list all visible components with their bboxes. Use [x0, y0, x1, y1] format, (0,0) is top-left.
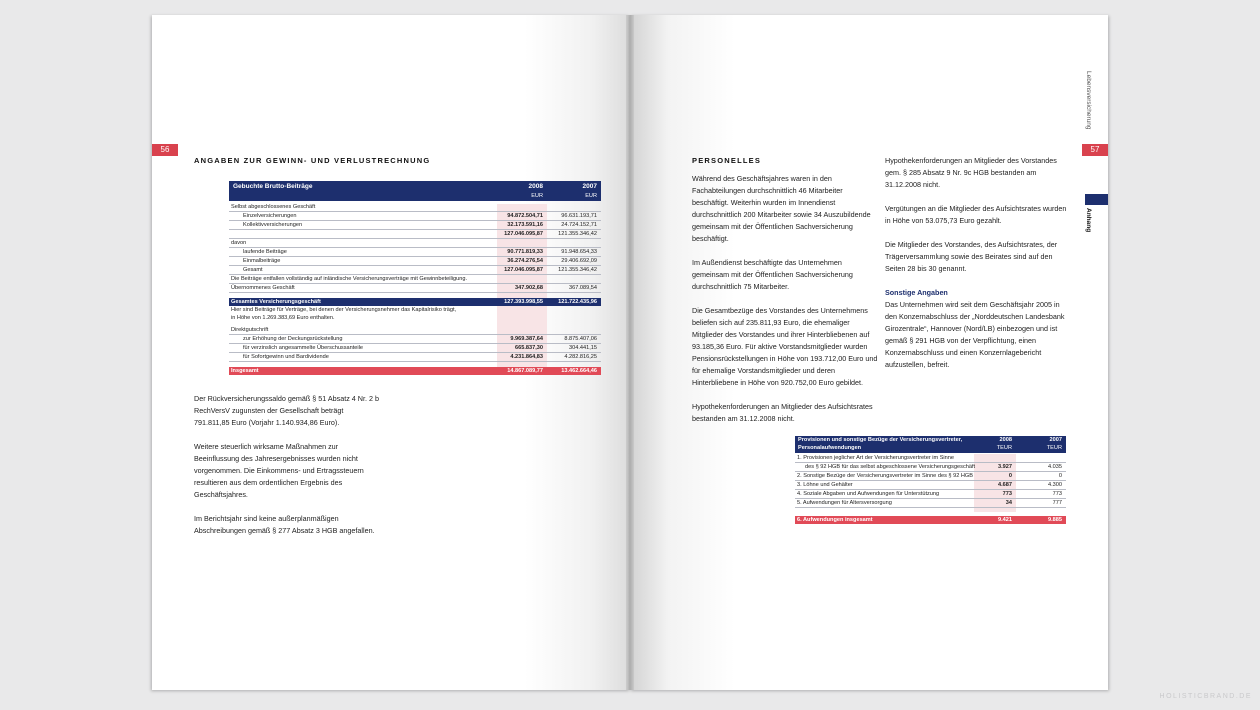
section-nav-tab[interactable]	[1085, 194, 1108, 205]
row-value-1: 3.927	[998, 464, 1012, 470]
row-value-1: 665.837,30	[515, 345, 543, 351]
row-value-2: 0	[1058, 473, 1062, 479]
row-value-1: 34	[1005, 500, 1012, 506]
table-row	[229, 230, 601, 239]
table-row	[229, 257, 601, 266]
sum-value-1: 14.867.089,77	[507, 368, 543, 374]
row-value-1: 127.046.095,87	[504, 231, 543, 237]
table-row	[229, 335, 601, 344]
row-value-1: 36.274.276,54	[507, 258, 543, 264]
table-row	[229, 275, 601, 284]
row-label: für Sofortgewinn und Bardividende	[243, 354, 329, 360]
row-value-2: 96.631.193,71	[561, 213, 597, 219]
row-value-2: 29.406.692,09	[561, 258, 597, 264]
header-unit-1: EUR	[531, 193, 543, 199]
table-row	[229, 212, 601, 221]
paragraph: Der Rückversicherungssaldo gemäß § 51 Absatz 4 Nr. 2 b RechVersV zugunsten der Gesellschaft beträgt 791.811,85 Euro (Vorjahr 1.140.934,86 Euro).	[194, 394, 379, 427]
table-row	[795, 472, 1066, 481]
row-label: laufende Beiträge	[243, 249, 287, 255]
row-label: Einzelversicherungen	[243, 213, 297, 219]
right-page	[630, 15, 1108, 690]
table-title-line-1: Provisionen und sonstige Bezüge der Versicherungsvertreter,	[798, 437, 963, 443]
table-row	[229, 344, 601, 353]
personnel-column-1	[692, 173, 878, 437]
row-label: 4. Soziale Abgaben und Aufwendungen für Unterstützung	[797, 491, 940, 497]
row-label: 3. Löhne und Gehälter	[797, 482, 853, 488]
book-spine	[626, 15, 634, 690]
section-nav-label: Anhang	[1085, 208, 1092, 233]
row-value-1: 32.173.591,16	[507, 222, 543, 228]
table-row	[229, 248, 601, 257]
row-value-1: 127.046.095,87	[504, 267, 543, 273]
row-value-2: 777	[1052, 500, 1062, 506]
table-row	[795, 490, 1066, 499]
note-line-1: Hier sind Beiträge für Verträge, bei denen der Versicherungsnehmer das Kapitalrisiko trägt,	[231, 307, 457, 313]
row-value-2: 121.355.346,42	[558, 231, 597, 237]
watermark: HOLISTICBRAND.DE	[1159, 693, 1252, 700]
table-row	[229, 203, 601, 212]
note-line-2: in Höhe von 1.269.383,69 Euro enthalten.	[231, 315, 335, 321]
sonstige-heading: Sonstige Angaben	[885, 288, 948, 297]
page-number-left: 56	[152, 144, 178, 156]
row-value-2: 367.089,54	[569, 285, 597, 291]
row-label: Übernommenes Geschäft	[231, 285, 295, 291]
row-value-2: 24.724.152,71	[561, 222, 597, 228]
table-title: Gebuchte Brutto-Beiträge	[233, 183, 313, 190]
sum-row	[795, 516, 1066, 524]
paragraph: Im Außendienst beschäftigte das Unternehmen gemeinsam mit der Öffentlichen Sachversicherung durchschnittlich 75 Mitarbeiter.	[692, 258, 853, 291]
header-year-1: 2008	[528, 183, 543, 190]
left-body-text	[194, 393, 380, 549]
row-label: Selbst abgeschlossenes Geschäft	[231, 204, 316, 210]
left-heading: ANGABEN ZUR GEWINN- UND VERLUSTRECHNUNG	[194, 156, 431, 165]
sum-label: Insgesamt	[231, 368, 259, 374]
row-label: Gesamt	[243, 267, 263, 273]
row-label: 2. Sonstige Bezüge der Versicherungsvertreter im Sinne des § 92 HGB	[797, 473, 973, 479]
row-label: des § 92 HGB für das selbst abgeschlossene Versicherungsgeschäft	[805, 464, 976, 470]
table-title-line-2: Personalaufwendungen	[798, 445, 862, 451]
row-value-1: 4.231.864,83	[510, 354, 543, 360]
row-label: 1. Provisionen jeglicher Art der Versicherungsvertreter im Sinne	[797, 455, 955, 461]
table-row	[795, 454, 1066, 463]
paragraph: Während des Geschäftsjahres waren in den Fachabteilungen durchschnittlich 46 Mitarbeiter beschäftigt. Weiterhin wurden im Innendienst durchschnittlich 200 Mitarbeiter sowie 34 Auszubildende gemeinsam mit der Öffentlichen Sachversicherung beschäftigt.	[692, 174, 871, 243]
total-label: Gesamtes Versicherungsgeschäft	[231, 299, 321, 305]
row-value-2: 4.300	[1048, 482, 1062, 488]
paragraph: Weitere steuerlich wirksame Maßnahmen zur Beeinflussung des Jahresergebnisses wurden nicht vorgenommen. Die Einkommens- und Ertragssteuern resultieren aus dem ordentlichen Ergebnis des Geschäftsjahres.	[194, 442, 364, 499]
paragraph: Im Berichtsjahr sind keine außerplanmäßigen Abschreibungen gemäß § 277 Absatz 3 HGB angefallen.	[194, 514, 375, 535]
paragraph: Hypothekenforderungen an Mitglieder des Aufsichtsrates bestanden am 31.12.2008 nicht.	[692, 402, 873, 423]
total-row	[229, 298, 601, 306]
row-value-2: 91.948.654,33	[561, 249, 597, 255]
header-year-2: 2007	[1049, 437, 1062, 443]
row-value-2: 121.355.346,42	[558, 267, 597, 273]
row-label: zur Erhöhung der Deckungsrückstellung	[243, 336, 343, 342]
row-value-1: 94.872.504,71	[507, 213, 543, 219]
commissions-table	[795, 436, 1066, 524]
paragraph: Hypothekenforderungen an Mitglieder des Vorstandes gem. § 285 Absatz 9 Nr. 9c HGB bestanden am 31.12.2008 nicht.	[885, 156, 1057, 189]
gross-premiums-table	[229, 181, 601, 375]
table-row	[229, 266, 601, 275]
header-year-2: 2007	[582, 183, 597, 190]
table-header	[795, 436, 1066, 453]
header-unit-2: TEUR	[1046, 445, 1062, 451]
table-row	[229, 239, 601, 248]
row-label: Einmalbeiträge	[243, 258, 281, 264]
header-year-1: 2008	[999, 437, 1012, 443]
table-row	[795, 463, 1066, 472]
personnel-column-2	[885, 155, 1071, 371]
row-value-2: 4.282.816,25	[564, 354, 597, 360]
sum-label: 6. Aufwendungen insgesamt	[797, 517, 873, 523]
row-value-1: 4.687	[998, 482, 1012, 488]
table-row	[795, 499, 1066, 508]
left-page	[152, 15, 630, 690]
row-label: 5. Aufwendungen für Altersversorgung	[797, 500, 892, 506]
section-tab-label: Lebensversicherung	[1085, 71, 1092, 130]
row-value-2: 4.035	[1048, 464, 1062, 470]
sum-value-2: 9.885	[1048, 517, 1062, 523]
row-value-1: 0	[1008, 473, 1012, 479]
row-value-1: 9.969.387,64	[510, 336, 543, 342]
row-value-1: 347.902,68	[515, 285, 543, 291]
row-label: Kollektivversicherungen	[243, 222, 303, 228]
paragraph: Vergütungen an die Mitglieder des Aufsichtsrates wurden in Höhe von 53.075,73 Euro gezahlt.	[885, 204, 1067, 225]
table-row	[229, 353, 601, 362]
paragraph: Die Mitglieder des Vorstandes, des Aufsichtsrates, der Trägerversammlung sowie des Beirates sind auf den Seiten 28 bis 30 genannt.	[885, 240, 1058, 273]
row-value-2: 8.875.407,06	[564, 336, 597, 342]
header-unit-1: TEUR	[996, 445, 1012, 451]
row-label: für verzinslich angesammelte Überschussanteile	[243, 345, 364, 351]
right-heading: PERSONELLES	[692, 156, 762, 165]
total-value-2: 121.722.435,96	[558, 299, 597, 305]
row-value-2: 304.441,15	[569, 345, 597, 351]
row-value-2: 773	[1052, 491, 1062, 497]
sum-value-2: 13.462.664,46	[561, 368, 597, 374]
row-value-1: 90.771.819,33	[507, 249, 543, 255]
sum-row	[229, 367, 601, 375]
paragraph: Die Gesamtbezüge des Vorstandes des Unternehmens beliefen sich auf 235.811,93 Euro, die ehemaliger Mitglieder des Vorstandes und ihrer Hinterbliebenen auf 93.185,36 Euro. Für aktive Vorstandsmitglieder wurden Pensionsrückstellungen in Höhe von 193.712,00 Euro und für ehemalige Vorstandsmitglieder und deren Hinterbliebene in Höhe von 920.752,00 Euro gebildet.	[692, 306, 878, 387]
sum-value-1: 9.421	[998, 517, 1012, 523]
row-value-1: 773	[1002, 491, 1012, 497]
table-row	[795, 481, 1066, 490]
header-unit-2: EUR	[585, 193, 597, 199]
row-label: Die Beiträge entfallen vollständig auf inländische Versicherungsverträge mit Gewinnbeteiligung.	[231, 276, 468, 282]
table-row	[229, 221, 601, 230]
sonstige-text: Das Unternehmen wird seit dem Geschäftsjahr 2005 in den Konzernabschluss der „Norddeutschen Landesbank Girozentrale“, Hannover (Nord/LB) einbezogen und ist gemäß § 291 HGB von der Verpflichtung, einen Konzernabschluss und einen Konzernlagebericht aufzustellen, befreit.	[885, 300, 1065, 369]
row-label: davon	[231, 240, 247, 246]
direct-label: Direktgutschrift	[231, 327, 269, 333]
table-row	[229, 284, 601, 293]
total-value-1: 127.393.998,55	[504, 299, 543, 305]
page-number-right: 57	[1082, 144, 1108, 156]
table-header	[229, 181, 601, 201]
